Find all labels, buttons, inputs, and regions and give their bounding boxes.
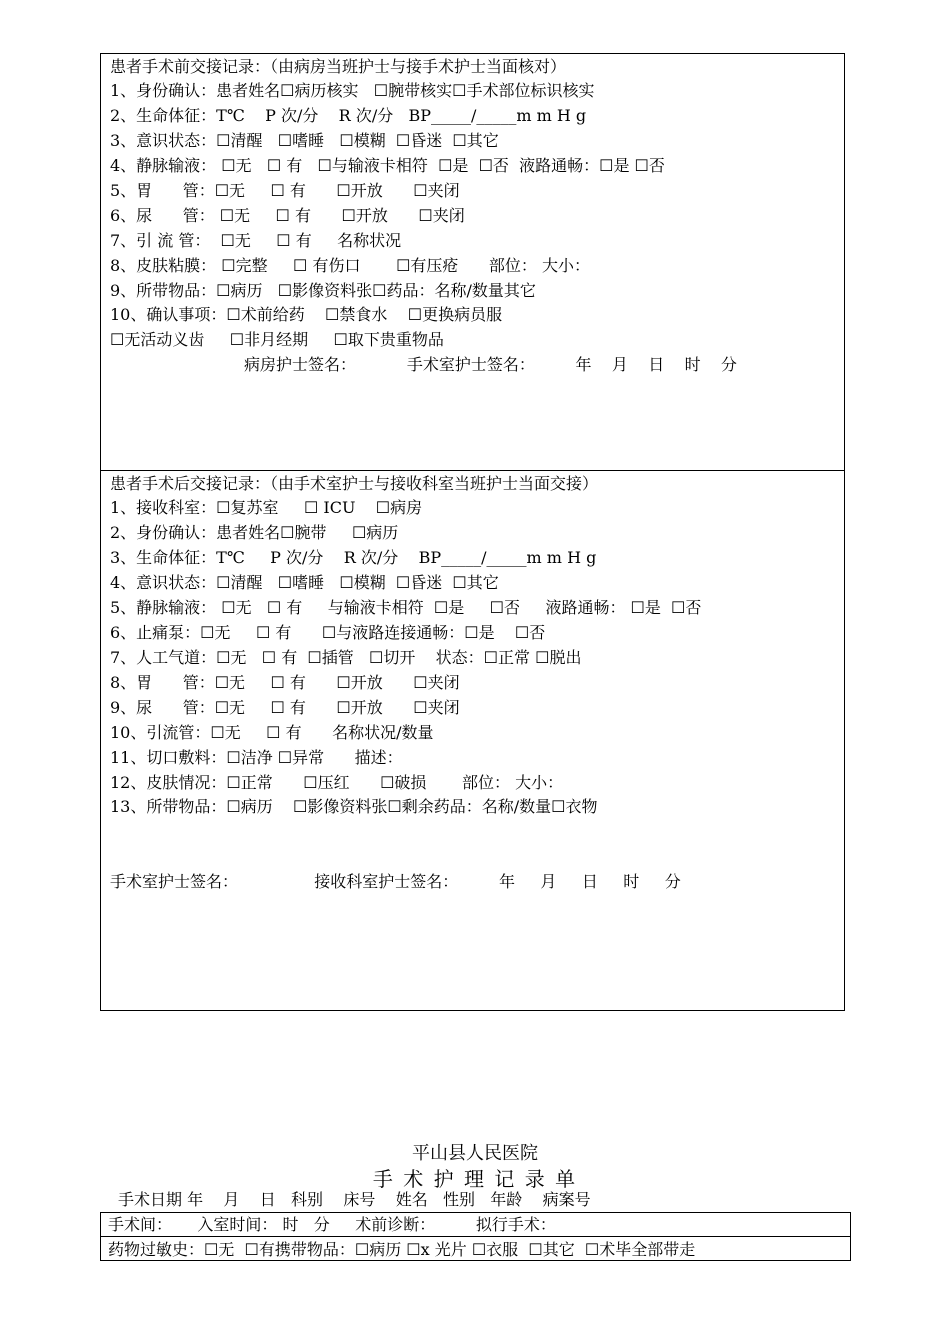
post-op-line-11: 11、切口敷料：☐洁净 ☐异常 描述：	[110, 748, 403, 767]
post-op-line-5: 5、静脉输液： ☐无 ☐ 有 与输液卡相符 ☐是 ☐否 液路通畅： ☐是 ☐否	[110, 598, 702, 617]
pre-op-line-11: ☐无活动义齿 ☐非月经期 ☐取下贵重物品	[110, 330, 444, 349]
post-op-line-8: 8、胃 管：☐无 ☐ 有 ☐开放 ☐夹闭	[110, 673, 460, 692]
post-op-line-9: 9、尿 管：☐无 ☐ 有 ☐开放 ☐夹闭	[110, 698, 460, 717]
post-op-line-12: 12、皮肤情况：☐正常 ☐压红 ☐破损 部位： 大小：	[110, 773, 564, 792]
pre-op-line-8: 8、皮肤粘膜： ☐完整 ☐ 有伤口 ☐有压疮 部位： 大小：	[110, 256, 591, 275]
post-op-signature: 手术室护士签名： 接收科室护士签名： 年 月 日 时 分	[110, 872, 681, 891]
pre-op-line-2: 2、生命体征：T℃ P 次/分 R 次/分 BP_____/_____m m H g	[110, 106, 587, 125]
post-op-line-3: 3、生命体征：T℃ P 次/分 R 次/分 BP_____/_____m m H g	[110, 548, 597, 567]
post-op-line-4: 4、意识状态：☐清醒 ☐嗜睡 ☐模糊 ☐昏迷 ☐其它	[110, 573, 499, 592]
post-op-line-7: 7、人工气道：☐无 ☐ 有 ☐插管 ☐切开 状态：☐正常 ☐脱出	[110, 648, 582, 667]
post-op-line-6: 6、止痛泵：☐无 ☐ 有 ☐与液路连接通畅：☐是 ☐否	[110, 623, 546, 642]
pre-op-line-5: 5、胃 管：☐无 ☐ 有 ☐开放 ☐夹闭	[110, 181, 460, 200]
pre-op-line-3: 3、意识状态：☐清醒 ☐嗜睡 ☐模糊 ☐昏迷 ☐其它	[110, 131, 499, 150]
record-header-row: 手术日期 年 月 日 科别 床号 姓名 性别 年龄 病案号	[118, 1190, 591, 1209]
record-row-2-text: 药物过敏史：☐无 ☐有携带物品：☐病历 ☐x 光片 ☐衣服 ☐其它 ☐术毕全部带走	[108, 1240, 696, 1259]
post-op-title: 患者手术后交接记录：（由手术室护士与接收科室当班护士当面交接）	[110, 474, 599, 493]
pre-op-line-1: 1、身份确认：患者姓名☐病历核实 ☐腕带核实☐手术部位标识核实	[110, 81, 595, 100]
hospital-name: 平山县人民医院	[412, 1143, 538, 1164]
pre-op-line-6: 6、尿 管： ☐无 ☐ 有 ☐开放 ☐夹闭	[110, 206, 465, 225]
pre-op-signature: 病房护士签名： 手术室护士签名： 年 月 日 时 分	[244, 355, 737, 374]
pre-op-line-7: 7、引 流 管： ☐无 ☐ 有 名称状况	[110, 231, 402, 250]
pre-op-title: 患者手术前交接记录：（由病房当班护士与接手术护士当面核对）	[110, 57, 567, 76]
pre-op-line-9: 9、所带物品：☐病历 ☐影像资料张☐药品：名称/数量其它	[110, 281, 536, 300]
form-title: 手 术 护 理 记 录 单	[372, 1167, 578, 1191]
pre-op-line-10: 10、确认事项：☐术前给药 ☐禁食水 ☐更换病员服	[110, 305, 503, 324]
post-op-line-13: 13、所带物品：☐病历 ☐影像资料张☐剩余药品：名称/数量☐衣物	[110, 797, 598, 816]
post-op-line-2: 2、身份确认：患者姓名☐腕带 ☐病历	[110, 523, 399, 542]
post-op-line-10: 10、引流管：☐无 ☐ 有 名称状况/数量	[110, 723, 434, 742]
record-row-1-text: 手术间： 入室时间： 时 分 术前诊断： 拟行手术：	[108, 1215, 556, 1234]
pre-op-line-4: 4、静脉输液： ☐无 ☐ 有 ☐与输液卡相符 ☐是 ☐否 液路通畅：☐是 ☐否	[110, 156, 665, 175]
post-op-line-1: 1、接收科室：☐复苏室 ☐ ICU ☐病房	[110, 498, 423, 517]
